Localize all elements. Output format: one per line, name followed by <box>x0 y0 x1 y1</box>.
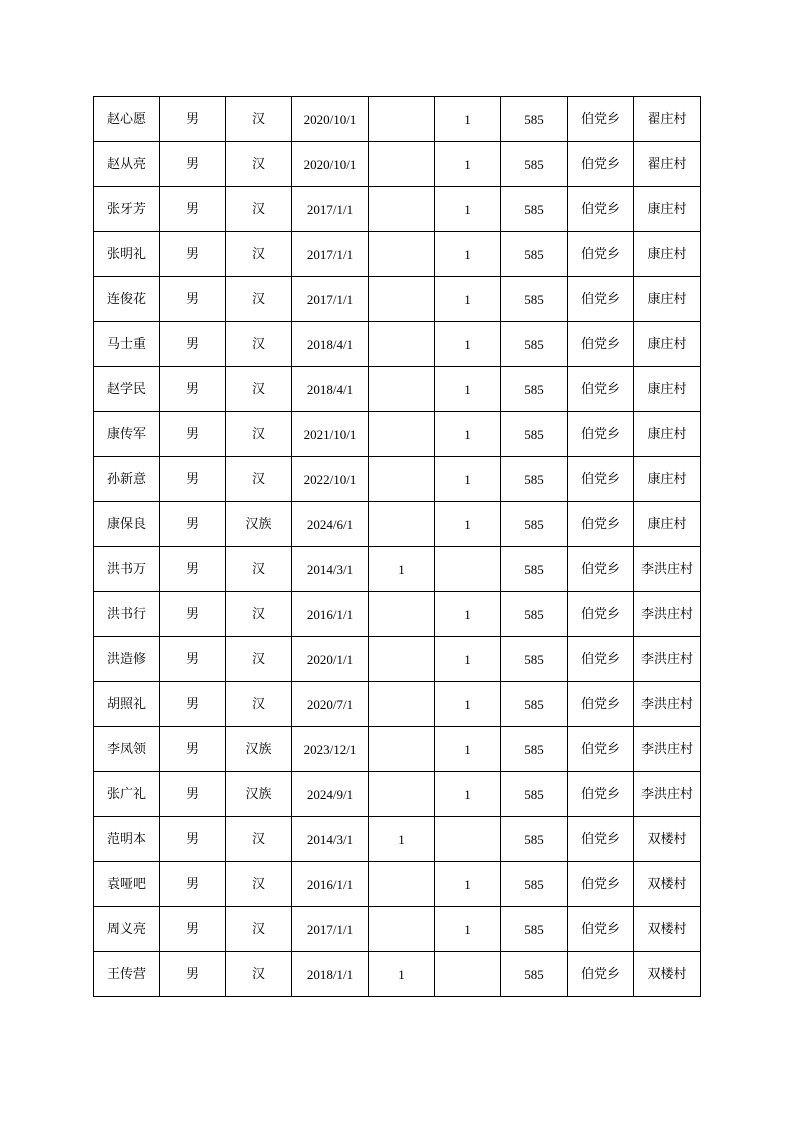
name-cell: 康传军 <box>94 412 160 457</box>
table-row <box>94 772 701 817</box>
village-cell: 康庄村 <box>634 322 701 367</box>
date-cell: 2016/1/1 <box>292 862 369 907</box>
date-cell: 2020/1/1 <box>292 637 369 682</box>
count-b-cell <box>435 817 501 862</box>
ethnicity-cell: 汉 <box>226 682 292 727</box>
count-b-cell: 1 <box>435 142 501 187</box>
ethnicity-cell: 汉 <box>226 322 292 367</box>
gender-cell: 男 <box>160 232 226 277</box>
name-cell: 康保良 <box>94 502 160 547</box>
count-a-cell: 1 <box>369 952 435 997</box>
gender-cell: 男 <box>160 547 226 592</box>
township-cell: 伯党乡 <box>568 592 634 637</box>
table-row <box>94 187 701 232</box>
name-cell: 胡照礼 <box>94 682 160 727</box>
amount-cell: 585 <box>501 547 568 592</box>
count-a-cell <box>369 907 435 952</box>
gender-cell: 男 <box>160 907 226 952</box>
date-cell: 2024/6/1 <box>292 502 369 547</box>
count-b-cell: 1 <box>435 367 501 412</box>
township-cell: 伯党乡 <box>568 412 634 457</box>
village-cell: 康庄村 <box>634 502 701 547</box>
ethnicity-cell: 汉 <box>226 457 292 502</box>
date-cell: 2020/10/1 <box>292 97 369 142</box>
count-a-cell <box>369 682 435 727</box>
name-cell: 赵心愿 <box>94 97 160 142</box>
gender-cell: 男 <box>160 277 226 322</box>
count-b-cell: 1 <box>435 682 501 727</box>
table-row <box>94 952 701 997</box>
record-table <box>93 96 701 997</box>
gender-cell: 男 <box>160 772 226 817</box>
table-row <box>94 862 701 907</box>
amount-cell: 585 <box>501 457 568 502</box>
name-cell: 连俊花 <box>94 277 160 322</box>
count-b-cell: 1 <box>435 637 501 682</box>
date-cell: 2014/3/1 <box>292 547 369 592</box>
ethnicity-cell: 汉 <box>226 412 292 457</box>
village-cell: 双楼村 <box>634 817 701 862</box>
ethnicity-cell: 汉 <box>226 547 292 592</box>
ethnicity-cell: 汉 <box>226 952 292 997</box>
gender-cell: 男 <box>160 952 226 997</box>
table-row <box>94 457 701 502</box>
amount-cell: 585 <box>501 772 568 817</box>
gender-cell: 男 <box>160 862 226 907</box>
count-a-cell <box>369 502 435 547</box>
count-a-cell <box>369 367 435 412</box>
gender-cell: 男 <box>160 412 226 457</box>
village-cell: 康庄村 <box>634 367 701 412</box>
table-row <box>94 277 701 322</box>
village-cell: 李洪庄村 <box>634 592 701 637</box>
date-cell: 2020/10/1 <box>292 142 369 187</box>
ethnicity-cell: 汉族 <box>226 727 292 772</box>
count-a-cell <box>369 97 435 142</box>
count-b-cell: 1 <box>435 862 501 907</box>
count-b-cell: 1 <box>435 412 501 457</box>
date-cell: 2017/1/1 <box>292 187 369 232</box>
township-cell: 伯党乡 <box>568 907 634 952</box>
date-cell: 2021/10/1 <box>292 412 369 457</box>
date-cell: 2018/4/1 <box>292 367 369 412</box>
date-cell: 2023/12/1 <box>292 727 369 772</box>
count-a-cell <box>369 592 435 637</box>
name-cell: 范明本 <box>94 817 160 862</box>
count-b-cell: 1 <box>435 187 501 232</box>
township-cell: 伯党乡 <box>568 817 634 862</box>
village-cell: 双楼村 <box>634 907 701 952</box>
amount-cell: 585 <box>501 412 568 457</box>
township-cell: 伯党乡 <box>568 772 634 817</box>
date-cell: 2016/1/1 <box>292 592 369 637</box>
village-cell: 李洪庄村 <box>634 547 701 592</box>
gender-cell: 男 <box>160 367 226 412</box>
village-cell: 康庄村 <box>634 232 701 277</box>
township-cell: 伯党乡 <box>568 682 634 727</box>
amount-cell: 585 <box>501 592 568 637</box>
count-b-cell: 1 <box>435 592 501 637</box>
village-cell: 翟庄村 <box>634 142 701 187</box>
table-row <box>94 232 701 277</box>
amount-cell: 585 <box>501 682 568 727</box>
amount-cell: 585 <box>501 727 568 772</box>
amount-cell: 585 <box>501 142 568 187</box>
count-b-cell: 1 <box>435 277 501 322</box>
table-body <box>94 97 701 997</box>
gender-cell: 男 <box>160 502 226 547</box>
township-cell: 伯党乡 <box>568 367 634 412</box>
gender-cell: 男 <box>160 97 226 142</box>
amount-cell: 585 <box>501 907 568 952</box>
table-row <box>94 367 701 412</box>
name-cell: 周义亮 <box>94 907 160 952</box>
table-row <box>94 322 701 367</box>
name-cell: 张牙芳 <box>94 187 160 232</box>
name-cell: 张明礼 <box>94 232 160 277</box>
name-cell: 王传营 <box>94 952 160 997</box>
count-a-cell <box>369 142 435 187</box>
ethnicity-cell: 汉 <box>226 187 292 232</box>
date-cell: 2020/7/1 <box>292 682 369 727</box>
village-cell: 李洪庄村 <box>634 637 701 682</box>
date-cell: 2022/10/1 <box>292 457 369 502</box>
count-a-cell <box>369 637 435 682</box>
village-cell: 双楼村 <box>634 952 701 997</box>
township-cell: 伯党乡 <box>568 97 634 142</box>
date-cell: 2018/4/1 <box>292 322 369 367</box>
date-cell: 2017/1/1 <box>292 907 369 952</box>
gender-cell: 男 <box>160 817 226 862</box>
name-cell: 洪书万 <box>94 547 160 592</box>
gender-cell: 男 <box>160 322 226 367</box>
amount-cell: 585 <box>501 367 568 412</box>
count-b-cell: 1 <box>435 907 501 952</box>
township-cell: 伯党乡 <box>568 187 634 232</box>
count-a-cell <box>369 232 435 277</box>
name-cell: 赵从亮 <box>94 142 160 187</box>
count-a-cell: 1 <box>369 817 435 862</box>
name-cell: 孙新意 <box>94 457 160 502</box>
name-cell: 马士重 <box>94 322 160 367</box>
ethnicity-cell: 汉 <box>226 97 292 142</box>
village-cell: 双楼村 <box>634 862 701 907</box>
ethnicity-cell: 汉 <box>226 277 292 322</box>
township-cell: 伯党乡 <box>568 322 634 367</box>
township-cell: 伯党乡 <box>568 142 634 187</box>
gender-cell: 男 <box>160 187 226 232</box>
township-cell: 伯党乡 <box>568 502 634 547</box>
name-cell: 赵学民 <box>94 367 160 412</box>
township-cell: 伯党乡 <box>568 952 634 997</box>
name-cell: 袁哑吧 <box>94 862 160 907</box>
ethnicity-cell: 汉族 <box>226 772 292 817</box>
gender-cell: 男 <box>160 637 226 682</box>
count-a-cell <box>369 727 435 772</box>
ethnicity-cell: 汉 <box>226 142 292 187</box>
ethnicity-cell: 汉 <box>226 862 292 907</box>
amount-cell: 585 <box>501 952 568 997</box>
village-cell: 李洪庄村 <box>634 772 701 817</box>
name-cell: 李凤领 <box>94 727 160 772</box>
table-row <box>94 142 701 187</box>
table-row <box>94 412 701 457</box>
township-cell: 伯党乡 <box>568 277 634 322</box>
count-b-cell: 1 <box>435 232 501 277</box>
name-cell: 洪造修 <box>94 637 160 682</box>
table-row <box>94 637 701 682</box>
count-a-cell <box>369 187 435 232</box>
table-row <box>94 547 701 592</box>
count-a-cell <box>369 277 435 322</box>
village-cell: 康庄村 <box>634 277 701 322</box>
count-a-cell <box>369 862 435 907</box>
gender-cell: 男 <box>160 592 226 637</box>
township-cell: 伯党乡 <box>568 457 634 502</box>
date-cell: 2017/1/1 <box>292 232 369 277</box>
amount-cell: 585 <box>501 277 568 322</box>
date-cell: 2014/3/1 <box>292 817 369 862</box>
table-row <box>94 817 701 862</box>
amount-cell: 585 <box>501 232 568 277</box>
count-a-cell: 1 <box>369 547 435 592</box>
ethnicity-cell: 汉族 <box>226 502 292 547</box>
amount-cell: 585 <box>501 187 568 232</box>
ethnicity-cell: 汉 <box>226 817 292 862</box>
township-cell: 伯党乡 <box>568 637 634 682</box>
count-a-cell <box>369 457 435 502</box>
name-cell: 洪书行 <box>94 592 160 637</box>
date-cell: 2017/1/1 <box>292 277 369 322</box>
table-row <box>94 682 701 727</box>
table-row <box>94 907 701 952</box>
gender-cell: 男 <box>160 682 226 727</box>
count-a-cell <box>369 412 435 457</box>
amount-cell: 585 <box>501 817 568 862</box>
gender-cell: 男 <box>160 727 226 772</box>
table-row <box>94 727 701 772</box>
amount-cell: 585 <box>501 502 568 547</box>
township-cell: 伯党乡 <box>568 862 634 907</box>
amount-cell: 585 <box>501 862 568 907</box>
date-cell: 2024/9/1 <box>292 772 369 817</box>
count-b-cell: 1 <box>435 322 501 367</box>
name-cell: 张广礼 <box>94 772 160 817</box>
count-a-cell <box>369 772 435 817</box>
ethnicity-cell: 汉 <box>226 232 292 277</box>
table-row <box>94 502 701 547</box>
count-b-cell: 1 <box>435 502 501 547</box>
township-cell: 伯党乡 <box>568 547 634 592</box>
count-b-cell: 1 <box>435 772 501 817</box>
village-cell: 康庄村 <box>634 187 701 232</box>
gender-cell: 男 <box>160 457 226 502</box>
amount-cell: 585 <box>501 637 568 682</box>
ethnicity-cell: 汉 <box>226 637 292 682</box>
table-row <box>94 97 701 142</box>
ethnicity-cell: 汉 <box>226 907 292 952</box>
township-cell: 伯党乡 <box>568 232 634 277</box>
date-cell: 2018/1/1 <box>292 952 369 997</box>
ethnicity-cell: 汉 <box>226 367 292 412</box>
township-cell: 伯党乡 <box>568 727 634 772</box>
count-b-cell: 1 <box>435 97 501 142</box>
village-cell: 翟庄村 <box>634 97 701 142</box>
amount-cell: 585 <box>501 322 568 367</box>
village-cell: 李洪庄村 <box>634 727 701 772</box>
village-cell: 康庄村 <box>634 412 701 457</box>
count-a-cell <box>369 322 435 367</box>
ethnicity-cell: 汉 <box>226 592 292 637</box>
gender-cell: 男 <box>160 142 226 187</box>
count-b-cell <box>435 952 501 997</box>
count-b-cell <box>435 547 501 592</box>
table-row <box>94 592 701 637</box>
count-b-cell: 1 <box>435 727 501 772</box>
village-cell: 李洪庄村 <box>634 682 701 727</box>
count-b-cell: 1 <box>435 457 501 502</box>
village-cell: 康庄村 <box>634 457 701 502</box>
amount-cell: 585 <box>501 97 568 142</box>
